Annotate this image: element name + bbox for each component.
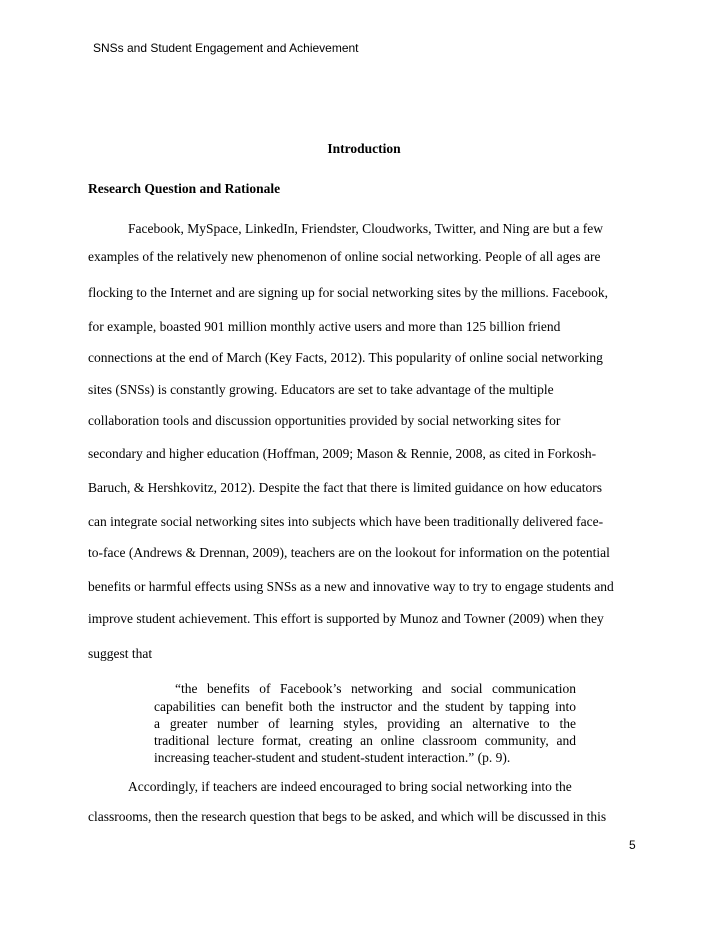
- block-quote-line: increasing teacher-student and student-student interaction.” (p. 9).: [154, 750, 511, 765]
- block-quote-line: traditional lecture format, creating an online classroom community, and: [154, 733, 576, 748]
- body-line: flocking to the Internet and are signing up for social networking sites by the millions. Facebook,: [88, 285, 609, 300]
- block-quote-line: “the benefits of Facebook’s networking and social communication: [175, 681, 576, 696]
- body-line: collaboration tools and discussion opportunities provided by social networking sites for: [88, 413, 561, 428]
- body-line: can integrate social networking sites into subjects which have been traditionally delivered face-: [88, 514, 604, 529]
- body-line: Accordingly, if teachers are indeed encouraged to bring social networking into the: [128, 779, 572, 794]
- body-line: sites (SNSs) is constantly growing. Educators are set to take advantage of the multiple: [88, 382, 554, 397]
- section-title: Introduction: [327, 141, 401, 156]
- section-subheading: Research Question and Rationale: [88, 181, 281, 196]
- page-number: 5: [629, 838, 636, 852]
- body-line: classrooms, then the research question that begs to be asked, and which will be discussed in this: [88, 809, 607, 824]
- body-line: suggest that: [88, 646, 153, 661]
- body-line: Facebook, MySpace, LinkedIn, Friendster, Cloudworks, Twitter, and Ning are but a few: [128, 221, 603, 236]
- block-quote-line: a greater number of learning styles, providing an alternative to the: [154, 716, 576, 731]
- body-line: to-face (Andrews & Drennan, 2009), teachers are on the lookout for information on the potential: [88, 545, 610, 560]
- body-line: examples of the relatively new phenomenon of online social networking. People of all ages are: [88, 249, 601, 264]
- running-head: SNSs and Student Engagement and Achievement: [93, 41, 359, 55]
- body-line: for example, boasted 901 million monthly active users and more than 125 billion friend: [88, 319, 561, 334]
- body-line: benefits or harmful effects using SNSs as a new and innovative way to try to engage students and: [88, 579, 614, 594]
- body-line: connections at the end of March (Key Facts, 2012). This popularity of online social networking: [88, 350, 603, 365]
- body-line: secondary and higher education (Hoffman, 2009; Mason & Rennie, 2008, as cited in Forkosh-: [88, 446, 597, 461]
- body-line: Baruch, & Hershkovitz, 2012). Despite the fact that there is limited guidance on how educators: [88, 480, 602, 495]
- block-quote-line: capabilities can benefit both the instructor and the student by tapping into: [154, 699, 576, 714]
- body-line: improve student achievement. This effort is supported by Munoz and Towner (2009) when they: [88, 611, 604, 626]
